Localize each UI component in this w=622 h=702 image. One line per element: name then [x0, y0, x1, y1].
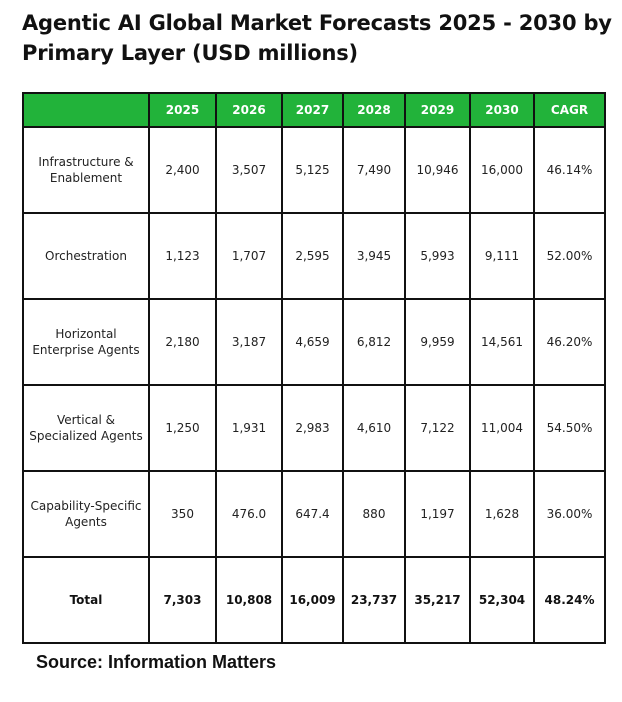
total-row: [23, 557, 605, 643]
chart-title: Agentic AI Global Market Forecasts 2025 - 2030 by Primary Layer (USD millions): [22, 11, 612, 65]
table-cell: 46.14%: [534, 127, 605, 213]
table-cell: 7,490: [343, 127, 405, 213]
table-cell: 52.00%: [534, 213, 605, 299]
table-cell: 46.20%: [534, 299, 605, 385]
table-cell: 6,812: [343, 299, 405, 385]
table-cell: 3,507: [216, 127, 282, 213]
table-row: [23, 299, 605, 385]
table-cell: 1,931: [216, 385, 282, 471]
table-cell: 10,946: [405, 127, 470, 213]
header-cell: 2026: [216, 93, 282, 127]
row-label: Capability-Specific Agents: [23, 471, 149, 557]
table-cell: 647.4: [282, 471, 343, 557]
table-cell: 7,122: [405, 385, 470, 471]
table-cell: 4,610: [343, 385, 405, 471]
table-cell: 1,123: [149, 213, 216, 299]
table-cell: 9,111: [470, 213, 534, 299]
row-label: Orchestration: [23, 213, 149, 299]
table-cell: 14,561: [470, 299, 534, 385]
table-body: [23, 127, 605, 643]
forecast-table: [22, 92, 606, 644]
table-cell: 52,304: [470, 557, 534, 643]
table-cell: 1,197: [405, 471, 470, 557]
table-cell: 2,180: [149, 299, 216, 385]
table-row: [23, 471, 605, 557]
table-row: [23, 127, 605, 213]
table-cell: 1,707: [216, 213, 282, 299]
table-cell: 9,959: [405, 299, 470, 385]
table-row: [23, 213, 605, 299]
table-cell: 1,628: [470, 471, 534, 557]
table-cell: 5,993: [405, 213, 470, 299]
row-label: Total: [23, 557, 149, 643]
table-cell: 2,400: [149, 127, 216, 213]
table-cell: 54.50%: [534, 385, 605, 471]
table-cell: 11,004: [470, 385, 534, 471]
table-cell: 35,217: [405, 557, 470, 643]
header-cell-label: [23, 93, 149, 127]
row-label: Vertical & Specialized Agents: [23, 385, 149, 471]
table-cell: 880: [343, 471, 405, 557]
table-cell: 1,250: [149, 385, 216, 471]
table-cell: 36.00%: [534, 471, 605, 557]
header-cell: 2025: [149, 93, 216, 127]
table-cell: 350: [149, 471, 216, 557]
table-cell: 10,808: [216, 557, 282, 643]
table-cell: 5,125: [282, 127, 343, 213]
table-cell: 3,187: [216, 299, 282, 385]
row-label: Horizontal Enterprise Agents: [23, 299, 149, 385]
table-cell: 3,945: [343, 213, 405, 299]
table-cell: 16,009: [282, 557, 343, 643]
table-cell: 2,595: [282, 213, 343, 299]
header-cell: 2030: [470, 93, 534, 127]
table-cell: 48.24%: [534, 557, 605, 643]
header-cell: 2028: [343, 93, 405, 127]
table-cell: 476.0: [216, 471, 282, 557]
table-cell: 4,659: [282, 299, 343, 385]
header-cell: 2029: [405, 93, 470, 127]
header-cell: 2027: [282, 93, 343, 127]
table-cell: 2,983: [282, 385, 343, 471]
header-cell: CAGR: [534, 93, 605, 127]
table-cell: 7,303: [149, 557, 216, 643]
header-row: [23, 93, 605, 127]
source-note: Source: Information Matters: [36, 652, 277, 672]
table-cell: 23,737: [343, 557, 405, 643]
row-label: Infrastructure & Enablement: [23, 127, 149, 213]
table-cell: 16,000: [470, 127, 534, 213]
table-row: [23, 385, 605, 471]
